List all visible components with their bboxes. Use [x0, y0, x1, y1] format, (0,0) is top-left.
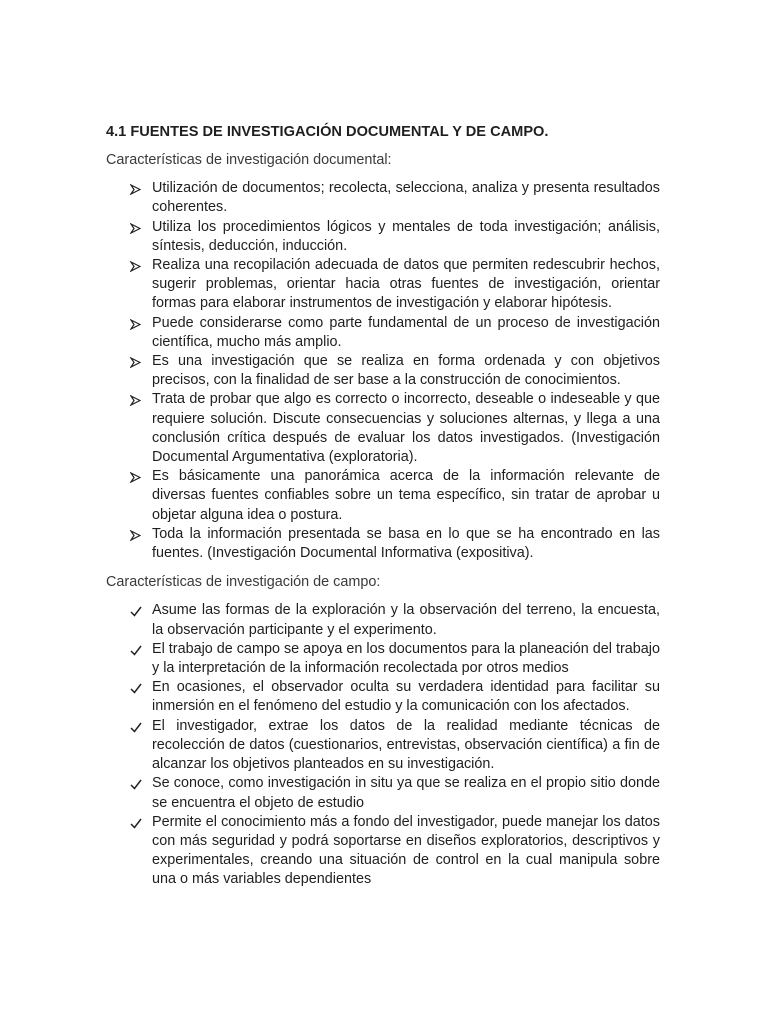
list-item-text: Permite el conocimiento más a fondo del investigador, puede manejar los datos con más seguridad y podrá soportarse en diseños exploratorios, descriptivos y experimentales, creando una situación de control en la cual manipula sobre una o más variables dependientes	[152, 813, 660, 888]
section-heading-campo: Características de investigación de campo:	[106, 574, 381, 591]
list-item-text: Se conoce, como investigación in situ ya que se realiza en el propio sitio donde se encuentra el objeto de estudio	[152, 775, 660, 811]
arrow-bullet-icon	[106, 256, 152, 275]
document-page	[106, 122, 660, 898]
checkmark-icon	[106, 601, 152, 620]
arrow-bullet-icon	[106, 352, 152, 371]
list-item	[106, 525, 660, 563]
list-item	[106, 678, 660, 716]
list-item-text: Asume las formas de la exploración y la observación del terreno, la encuesta, la observación participante y el experimento.	[152, 602, 660, 638]
list-item	[106, 179, 660, 217]
list-item-text: Es una investigación que se realiza en forma ordenada y con objetivos precisos, con la finalidad de ser base a la construcción de conocimientos.	[152, 353, 660, 389]
list-item	[106, 717, 660, 775]
list-item-text: Trata de probar que algo es correcto o incorrecto, deseable o indeseable y que requiere solución. Discute consecuencias y soluciones alternas, y llega a una conclusión crítica después de evaluar los datos investigados. (Investigación Documental Argumentativa (exploratoria).	[152, 391, 660, 466]
arrow-bullet-icon	[106, 390, 152, 409]
list-item-text: En ocasiones, el observador oculta su verdadera identidad para facilitar su inmersión en el fenómeno del estudio y la comunicación con los afectados.	[152, 679, 660, 715]
checkmark-icon	[106, 813, 152, 832]
list-item	[106, 467, 660, 525]
list-item	[106, 218, 660, 256]
list-item	[106, 390, 660, 467]
checkmark-icon	[106, 717, 152, 736]
list-item-text: Utiliza los procedimientos lógicos y mentales de toda investigación; análisis, síntesis, deducción, inducción.	[152, 218, 660, 254]
checkmark-icon	[106, 640, 152, 659]
arrow-bullet-icon	[106, 218, 152, 237]
list-item	[106, 813, 660, 890]
checkmark-icon	[106, 774, 152, 793]
list-item	[106, 256, 660, 314]
arrow-bullet-icon	[106, 179, 152, 198]
list-item-text: Puede considerarse como parte fundamental de un proceso de investigación científica, mucho más amplio.	[152, 314, 660, 350]
list-item	[106, 314, 660, 352]
list-item	[106, 601, 660, 639]
list-item-text: Es básicamente una panorámica acerca de la información relevante de diversas fuentes confiables sobre un tema específico, sin tratar de aprobar u objetar alguna idea o postura.	[152, 468, 660, 523]
arrow-bullet-icon	[106, 314, 152, 333]
campo-list	[106, 601, 660, 889]
document-title: 4.1 FUENTES DE INVESTIGACIÓN DOCUMENTAL Y DE CAMPO.	[106, 124, 549, 140]
documental-list	[106, 179, 660, 563]
arrow-bullet-icon	[106, 525, 152, 544]
list-item-text: El trabajo de campo se apoya en los documentos para la planeación del trabajo y la interpretación de la información recolectada por otros medios	[152, 640, 661, 677]
list-item-text: Toda la información presentada se basa en lo que se ha encontrado en las fuentes. (Investigación Documental Informativa (expositiva).	[152, 525, 660, 562]
list-item-text: El investigador, extrae los datos de la realidad mediante técnicas de recolección de datos (cuestionarios, entrevistas, observación científica) a fin de alcanzar los objetivos planteados en su investigación.	[152, 717, 660, 773]
list-item	[106, 640, 660, 678]
arrow-bullet-icon	[106, 467, 152, 486]
list-item	[106, 352, 660, 390]
section-heading-documental: Características de investigación documental:	[106, 152, 392, 168]
list-item	[106, 774, 660, 812]
checkmark-icon	[106, 678, 152, 697]
list-item-text: Utilización de documentos; recolecta, selecciona, analiza y presenta resultados coherentes.	[152, 180, 660, 216]
list-item-text: Realiza una recopilación adecuada de datos que permiten redescubrir hechos, sugerir problemas, orientar hacia otras fuentes de investigación, orientar formas para elaborar instrumentos de investigación y elaborar hipótesis.	[152, 257, 660, 312]
